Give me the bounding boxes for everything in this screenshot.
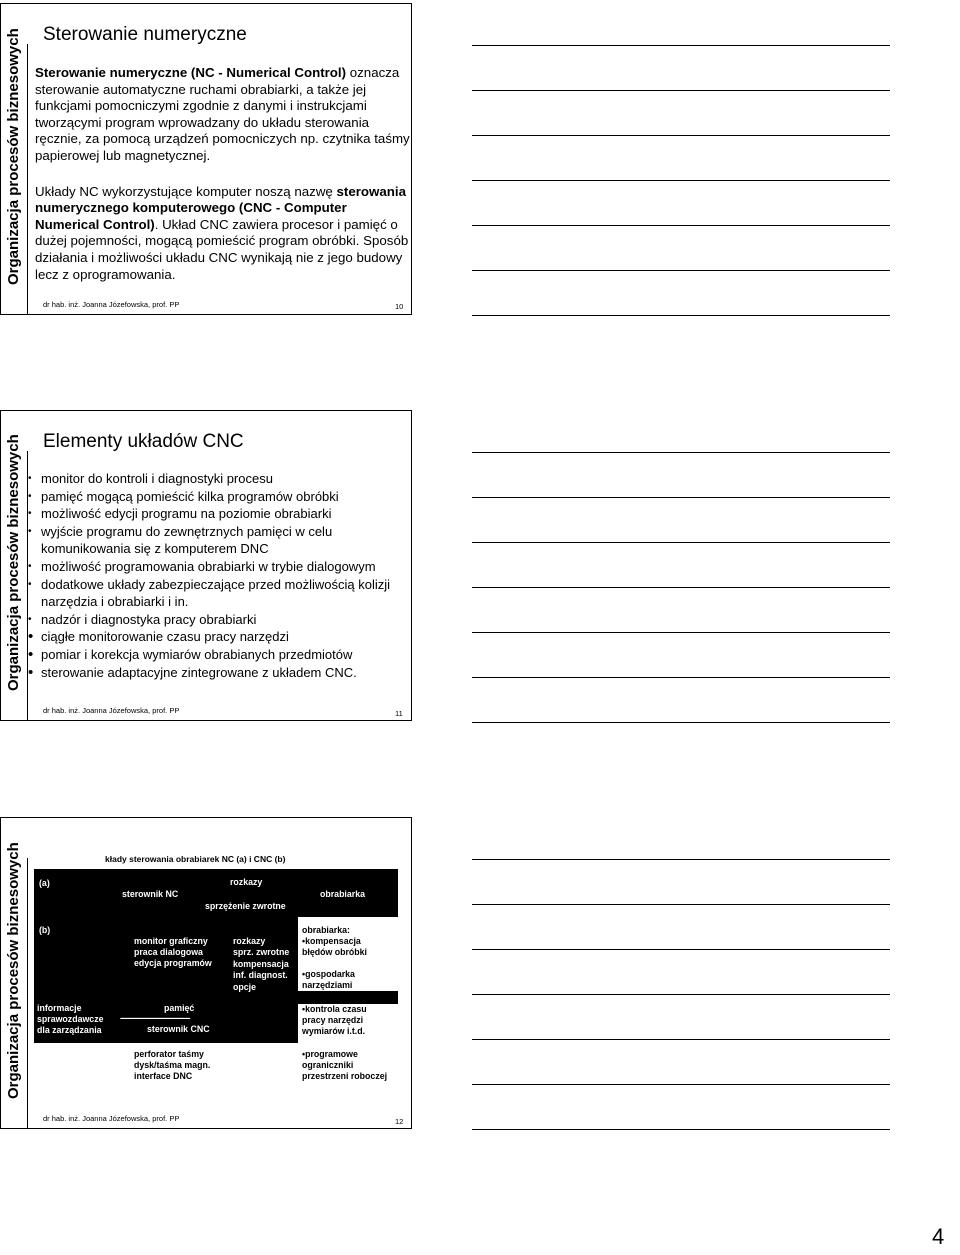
sidebar-label: Organizacja procesów biznesowych — [5, 842, 22, 1099]
note-line — [472, 135, 890, 136]
list-item: • wyjście programu do zewnętrznych pamięci w celu komunikowania się z komputerem DNC — [28, 523, 408, 558]
list-item: • dodatkowe układy zabezpieczające przed możliwością kolizji narzędzia i obrabiarki i in. — [28, 576, 408, 611]
bold-term: Sterowanie numeryczne (NC - Numerical Control) — [35, 65, 347, 80]
list-item: • możliwość programowania obrabiarki w trybie dialogowym — [28, 558, 408, 576]
cnc-diagram — [34, 869, 398, 1044]
diagram-title: kłady sterowania obrabiarek NC (a) i CNC (b) — [105, 854, 286, 864]
note-line — [472, 859, 890, 860]
slide-footer: dr hab. inż. Joanna Józefowska, prof. PP — [43, 706, 180, 715]
label-b: (b) — [39, 925, 51, 935]
note-line — [472, 1129, 890, 1130]
list-item: • ciągłe monitorowanie czasu pracy narzędzi — [28, 628, 408, 646]
note-line — [472, 949, 890, 950]
note-line — [472, 542, 890, 543]
slide-footer: dr hab. inż. Joanna Józefowska, prof. PP — [43, 1114, 180, 1123]
note-line — [472, 497, 890, 498]
label-perforator: perforator taśmy dysk/taśma magn. interface DNC — [134, 1049, 211, 1081]
label-monitor: monitor graficzny praca dialogowa edycja programów — [134, 936, 212, 968]
label-kompensacja: •kompensacja błędów obróbki — [302, 936, 367, 957]
label-informacje: informacje sprawozdawcze dla zarządzania — [37, 1003, 104, 1035]
label-sterownik-cnc: sterownik CNC — [147, 1024, 210, 1034]
label-dashes: ------------------------------------ — [120, 1013, 190, 1023]
slide-number: 10 — [395, 302, 404, 311]
slide-body — [35, 65, 411, 302]
paragraph-text: oznacza sterowanie automatyczne ruchami obrabiarki, a także jej funkcjami pomocniczymi zgodnie z danymi i instrukcjami tworzącymi program wprowadzany do układu sterowania ręcznie, za pomocą urządzeń pomocniczych np. czytnika taśmy papierowej lub magnetycznej. — [35, 65, 410, 163]
list-item: • pamięć mogącą pomieścić kilka programów obróbki — [28, 488, 408, 506]
label-a: (a) — [39, 878, 50, 888]
label-obrabiarka-b: obrabiarka: — [302, 925, 350, 935]
note-line — [472, 45, 890, 46]
note-line — [472, 315, 890, 316]
label-kontrola: •kontrola czasu pracy narzędzi wymiarów i.t.d. — [302, 1004, 367, 1036]
slide-number: 12 — [395, 1117, 404, 1126]
bold-term: sterowania numerycznego komputerowego (CNC - Computer Numerical Control) — [35, 183, 406, 232]
paragraph-text: Układy NC wykorzystujące komputer noszą nazwę — [35, 183, 337, 199]
bullet-list — [28, 470, 408, 681]
note-line — [472, 994, 890, 995]
note-line — [472, 587, 890, 588]
paragraph-text: . Układ CNC zawiera procesor i pamięć o dużej pojemności, mogącą pomieścić program obróbki. Sposób działania i możliwości układu CNC wynikają nie z jego budowy lecz z oprogramowania. — [35, 216, 409, 282]
note-line — [472, 632, 890, 633]
paragraph — [35, 65, 411, 165]
label-obrabiarka: obrabiarka — [320, 889, 365, 899]
list-item: • pomiar i korekcja wymiarów obrabianych przedmiotów — [28, 646, 408, 664]
note-line — [472, 90, 890, 91]
label-pamiec: pamięć — [164, 1003, 195, 1013]
divider — [34, 1043, 398, 1044]
note-line — [472, 677, 890, 678]
note-line — [472, 1084, 890, 1085]
slide-1 — [0, 3, 412, 315]
note-line — [472, 722, 890, 723]
note-line — [472, 1039, 890, 1040]
label-rozkazy-b: rozkazy sprz. zwrotne kompensacja inf. diagnost. opcje — [233, 936, 290, 992]
paragraph — [35, 184, 411, 284]
list-item: • możliwość edycji programu na poziomie obrabiarki — [28, 505, 408, 523]
note-line — [472, 904, 890, 905]
sidebar — [1, 842, 28, 1128]
sidebar — [1, 28, 28, 314]
list-item: • monitor do kontroli i diagnostyki procesu — [28, 470, 408, 488]
sidebar — [1, 434, 28, 720]
slide-title: Elementy układów CNC — [43, 431, 244, 452]
label-sprzezenie: sprzężenie zwrotne — [205, 901, 286, 911]
note-line — [472, 452, 890, 453]
label-gospodarka: •gospodarka narzędziami — [302, 969, 355, 990]
sidebar-label: Organizacja procesów biznesowych — [5, 434, 22, 691]
label-programowe: •programowe ograniczniki przestrzeni roboczej — [302, 1049, 388, 1081]
note-line — [472, 270, 890, 271]
label-sterownik-nc: sterownik NC — [122, 889, 179, 899]
label-rozkazy: rozkazy — [230, 877, 263, 887]
page-number: 4 — [932, 1224, 945, 1249]
slide-footer: dr hab. inż. Joanna Józefowska, prof. PP — [43, 300, 180, 309]
list-item: • nadzór i diagnostyka pracy obrabiarki — [28, 611, 408, 629]
slide-number: 11 — [395, 709, 403, 718]
sidebar-label: Organizacja procesów biznesowych — [5, 28, 22, 285]
list-item: • sterowanie adaptacyjne zintegrowane z układem CNC. — [28, 664, 408, 682]
note-line — [472, 225, 890, 226]
note-line — [472, 180, 890, 181]
slide-title: Sterowanie numeryczne — [43, 24, 247, 45]
